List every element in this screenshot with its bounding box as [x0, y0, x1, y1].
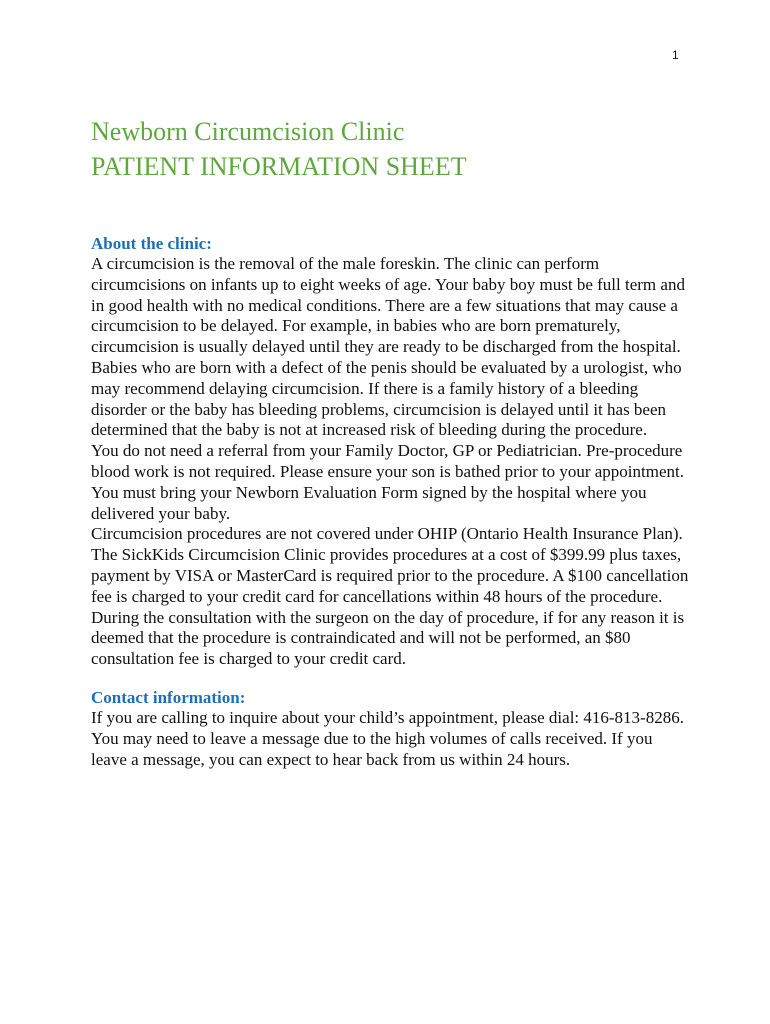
page-number: 1 — [672, 48, 679, 62]
about-paragraph-3: Circumcision procedures are not covered under OHIP (Ontario Health Insurance Plan). The SickKids Circumcision Clinic provides procedures at a cost of $399.99 plus taxes, payment by VISA or MasterCard is required prior to the procedure. A $100 cancellation fee is charged to your credit card for cancellations within 48 hours of the procedure. During the consultation with the surgeon on the day of procedure, if for any reason it is deemed that the procedure is contraindicated and will not be performed, an $80 consultation fee is charged to your credit card. — [91, 524, 689, 669]
contact-heading: Contact information: — [91, 687, 246, 707]
document-body — [91, 114, 691, 770]
about-paragraph-1: A circumcision is the removal of the male foreskin. The clinic can perform circumcisions on infants up to eight weeks of age. Your baby boy must be full term and in good health with no medical conditions. There are a few situations that may cause a circumcision to be delayed. For example, in babies who are born prematurely, circumcision is usually delayed until they are ready to be discharged from the hospital. Babies who are born with a defect of the penis should be evaluated by a urologist, who may recommend delaying circumcision. If there is a family history of a bleeding disorder or the baby has bleeding problems, circumcision is delayed until it has been determined that the baby is not at increased risk of bleeding during the procedure. — [91, 254, 685, 440]
contact-paragraph: If you are calling to inquire about your child’s appointment, please dial: 416-813-8286. You may need to leave a message due to the high volumes of calls received. If you leave a message, you can expect to hear back from us within 24 hours. — [91, 707, 684, 769]
about-heading: About the clinic: — [91, 234, 212, 253]
sheet-title: PATIENT INFORMATION SHEET — [91, 152, 467, 181]
document-title — [91, 114, 691, 184]
about-paragraph-2: You do not need a referral from your Family Doctor, GP or Pediatrician. Pre-procedure blood work is not required. Please ensure your son is bathed prior to your appointment. You must bring your Newborn Evaluation Form signed by the hospital where you delivered your baby. — [91, 441, 684, 523]
clinic-name-title: Newborn Circumcision Clinic — [91, 117, 405, 146]
